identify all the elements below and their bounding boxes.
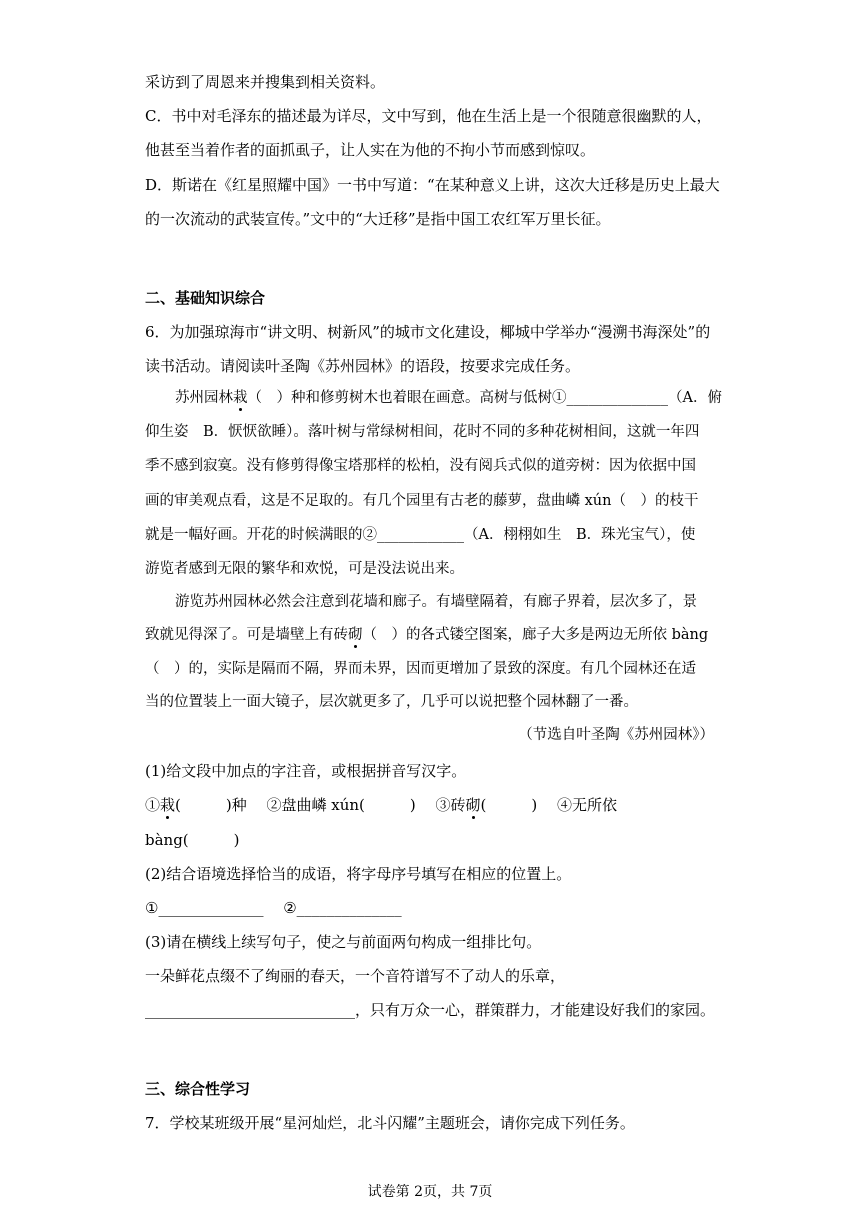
passage-text: 致就见得深了。可是墙壁上有砖	[145, 627, 348, 643]
passage-source: （节选自叶圣陶《苏州园林》）	[518, 727, 714, 743]
q5-option-d-line2: 的一次流动的武装宣传。”文中的“大迁移”是指中国工农红军万里长征。	[145, 210, 611, 228]
passage-p1-line2: 仰生姿 B．恹恹欲睡）。落叶树与常绿树相间，花时不同的多种花树相间，这就一年四	[145, 424, 700, 440]
q5-option-c-line1: C．书中对毛泽东的描述最为详尽，文中写到，他在生活上是一个很随意很幽默的人，	[145, 107, 712, 125]
passage-p1-line4: 画的审美观点看，这是不足取的。有几个园里有古老的藤萝，盘曲嶙 xún（ ）的枝干	[145, 493, 699, 509]
passage-p2-line2	[145, 624, 708, 646]
passage-p1-line1	[175, 387, 722, 409]
dotted-char: 砌	[465, 796, 481, 814]
item-text: ①	[145, 796, 161, 814]
sub-question-1: (1)给文段中加点的字注音，或根据拼音写汉字。	[145, 762, 467, 780]
passage-text: （ ）种和修剪树木也着眼在画意。高树与低树①______________（A．俯	[247, 390, 722, 406]
passage-p2-line4: 当的位置装上一面大镜子，层次就更多了，几乎可以说把整个园林翻了一番。	[145, 694, 638, 710]
sub-question-1-items-cont: bàng( )	[145, 831, 240, 849]
q6-stem-line2: 读书活动。请阅读叶圣陶《苏州园林》的语段，按要求完成任务。	[145, 357, 581, 375]
passage-p1-line5: 就是一幅好画。开花的时候满眼的②____________（A．栩栩如生 B．珠光宝气），使	[145, 527, 696, 543]
q5-option-d-line1: D．斯诺在《红星照耀中国》一书中写道：“在某种意义上讲，这次大迁移是历史上最大	[145, 176, 720, 194]
sub-question-3: (3)请在横线上续写句子，使之与前面两句构成一组排比句。	[145, 933, 542, 951]
q5-text-line: 采访到了周恩来并搜集到相关资料。	[145, 73, 386, 91]
section-heading-comprehensive-study: 三、综合性学习	[145, 1080, 251, 1098]
sub-question-1-items	[145, 794, 617, 816]
sub-question-3-line2: ____________________________，只有万众一心，群策群力，才能建设好我们的家园。	[145, 1001, 716, 1019]
section-heading-basic-knowledge: 二、基础知识综合	[145, 289, 266, 307]
dotted-char: 栽	[160, 796, 176, 814]
dotted-char: 栽	[233, 390, 248, 406]
q7-stem: 7．学校某班级开展“星河灿烂，北斗闪耀”主题班会，请你完成下列任务。	[145, 1114, 635, 1132]
passage-text: 苏州园林	[175, 390, 233, 406]
sub-question-2-blanks: ①______________ ②______________	[145, 899, 402, 917]
dotted-char: 砌	[348, 627, 363, 643]
passage-text: （ ）的各式镂空图案，廊子大多是两边无所依 bàng	[362, 627, 709, 643]
q6-stem-line1: 6．为加强琼海市“讲文明、树新风”的城市文化建设，椰城中学举办“漫溯书海深处”的	[145, 323, 711, 341]
passage-p2-line3: （ ）的，实际是隔而不隔，界而未界，因而更增加了景致的深度。有几个园林还在适	[145, 661, 696, 677]
page-footer: 试卷第 2页，共 7页	[367, 1184, 493, 1200]
item-text: ( )种 ②盘曲嶙 xún( ) ③砖	[175, 796, 466, 814]
passage-p2-line1: 游览苏州园林必然会注意到花墙和廊子。有墙壁隔着，有廊子界着，层次多了，景	[175, 594, 697, 610]
item-text: ( ) ④无所依	[480, 796, 618, 814]
sub-question-2: (2)结合语境选择恰当的成语，将字母序号填写在相应的位置上。	[145, 865, 572, 883]
passage-p1-line3: 季不感到寂寞。没有修剪得像宝塔那样的松柏，没有阅兵式似的道旁树：因为依据中国	[145, 458, 696, 474]
passage-p1-line6: 游览者感到无限的繁华和欢悦，可是没法说出来。	[145, 561, 464, 577]
sub-question-3-line1: 一朵鲜花点缀不了绚丽的春天，一个音符谱写不了动人的乐章，	[145, 967, 566, 985]
q5-option-c-line2: 他甚至当着作者的面抓虱子，让人实在为他的不拘小节而感到惊叹。	[145, 141, 596, 159]
